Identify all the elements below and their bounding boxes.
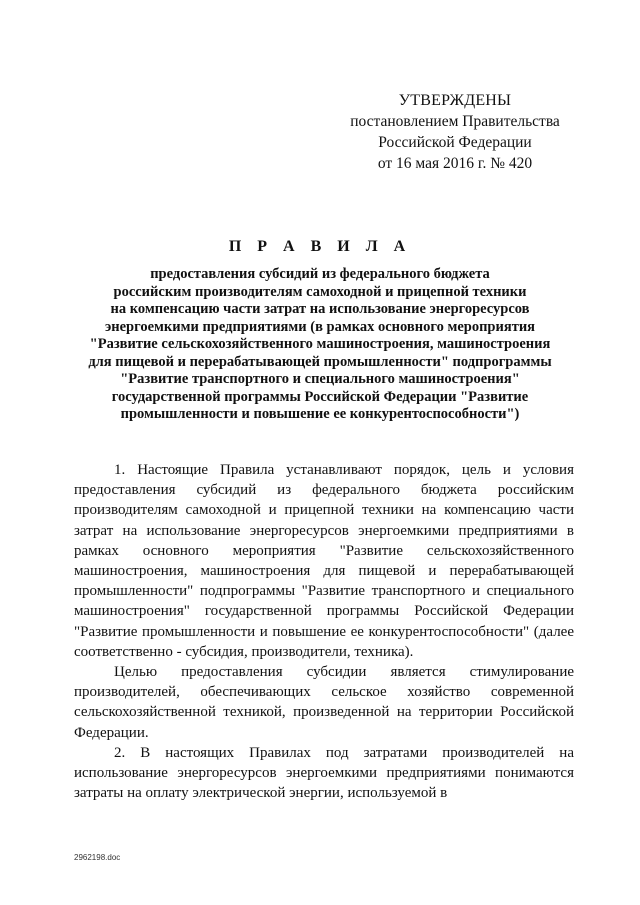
approval-heading: УТВЕРЖДЕНЫ [398,92,512,109]
approval-line-decree: постановлением Правительства [350,113,560,130]
document-subtitle [60,266,580,424]
subtitle-line: на компенсацию части затрат на использование энергоресурсов [110,301,530,317]
subtitle-line: "Развитие сельскохозяйственного машиностроения, машиностроения [89,336,551,352]
subtitle-line: предоставления субсидий из федерального бюджета [150,266,490,282]
document-body [74,460,574,803]
subtitle-line: "Развитие транспортного и специального машиностроения" [120,371,520,387]
paragraph-1: 1. Настоящие Правила устанавливают порядок, цель и условия предоставления субсидий из федерального бюджета российским производителям самоходной и прицепной техники на компенсацию части затрат на использование энергоресурсов энергоемкими предприятиями в рамках основного мероприятия "Развитие сельскохозяйственного машиностроения, машиностроения для пищевой и перерабатывающей промышленности" подпрограммы "Развитие транспортного и специального машиностроения" государственной программы Российской Федерации "Развитие промышленности и повышение ее конкурентоспособности" (далее соответственно - субсидия, производители, техника). [74,462,574,660]
subtitle-line: российским производителям самоходной и прицепной техники [113,283,527,300]
approval-line-date: от 16 мая 2016 г. № 420 [377,155,533,172]
paragraph-2: Целью предоставления субсидии является стимулирование производителей, обеспечивающих сельское хозяйство современной сельскохозяйственной техникой, произведенной на территории Российской Федерации. [74,664,574,741]
subtitle-line: энергоемкими предприятиями (в рамках основного мероприятия [104,318,536,335]
file-name-footer: 2962198.doc [74,853,121,862]
subtitle-line: промышленности и повышение ее конкурентоспособности") [120,406,520,422]
approval-block [340,90,570,174]
document-title: П Р А В И Л А [228,238,412,255]
approval-line-country: Российской Федерации [378,134,532,151]
subtitle-line: государственной программы Российской Федерации "Развитие [111,388,529,405]
subtitle-line: для пищевой и перерабатывающей промышленности" подпрограммы [88,353,552,370]
paragraph-3: 2. В настоящих Правилах под затратами производителей на использование энергоресурсов энергоемкими предприятиями понимаются затраты на оплату электрической энергии, используемой в [74,744,574,802]
